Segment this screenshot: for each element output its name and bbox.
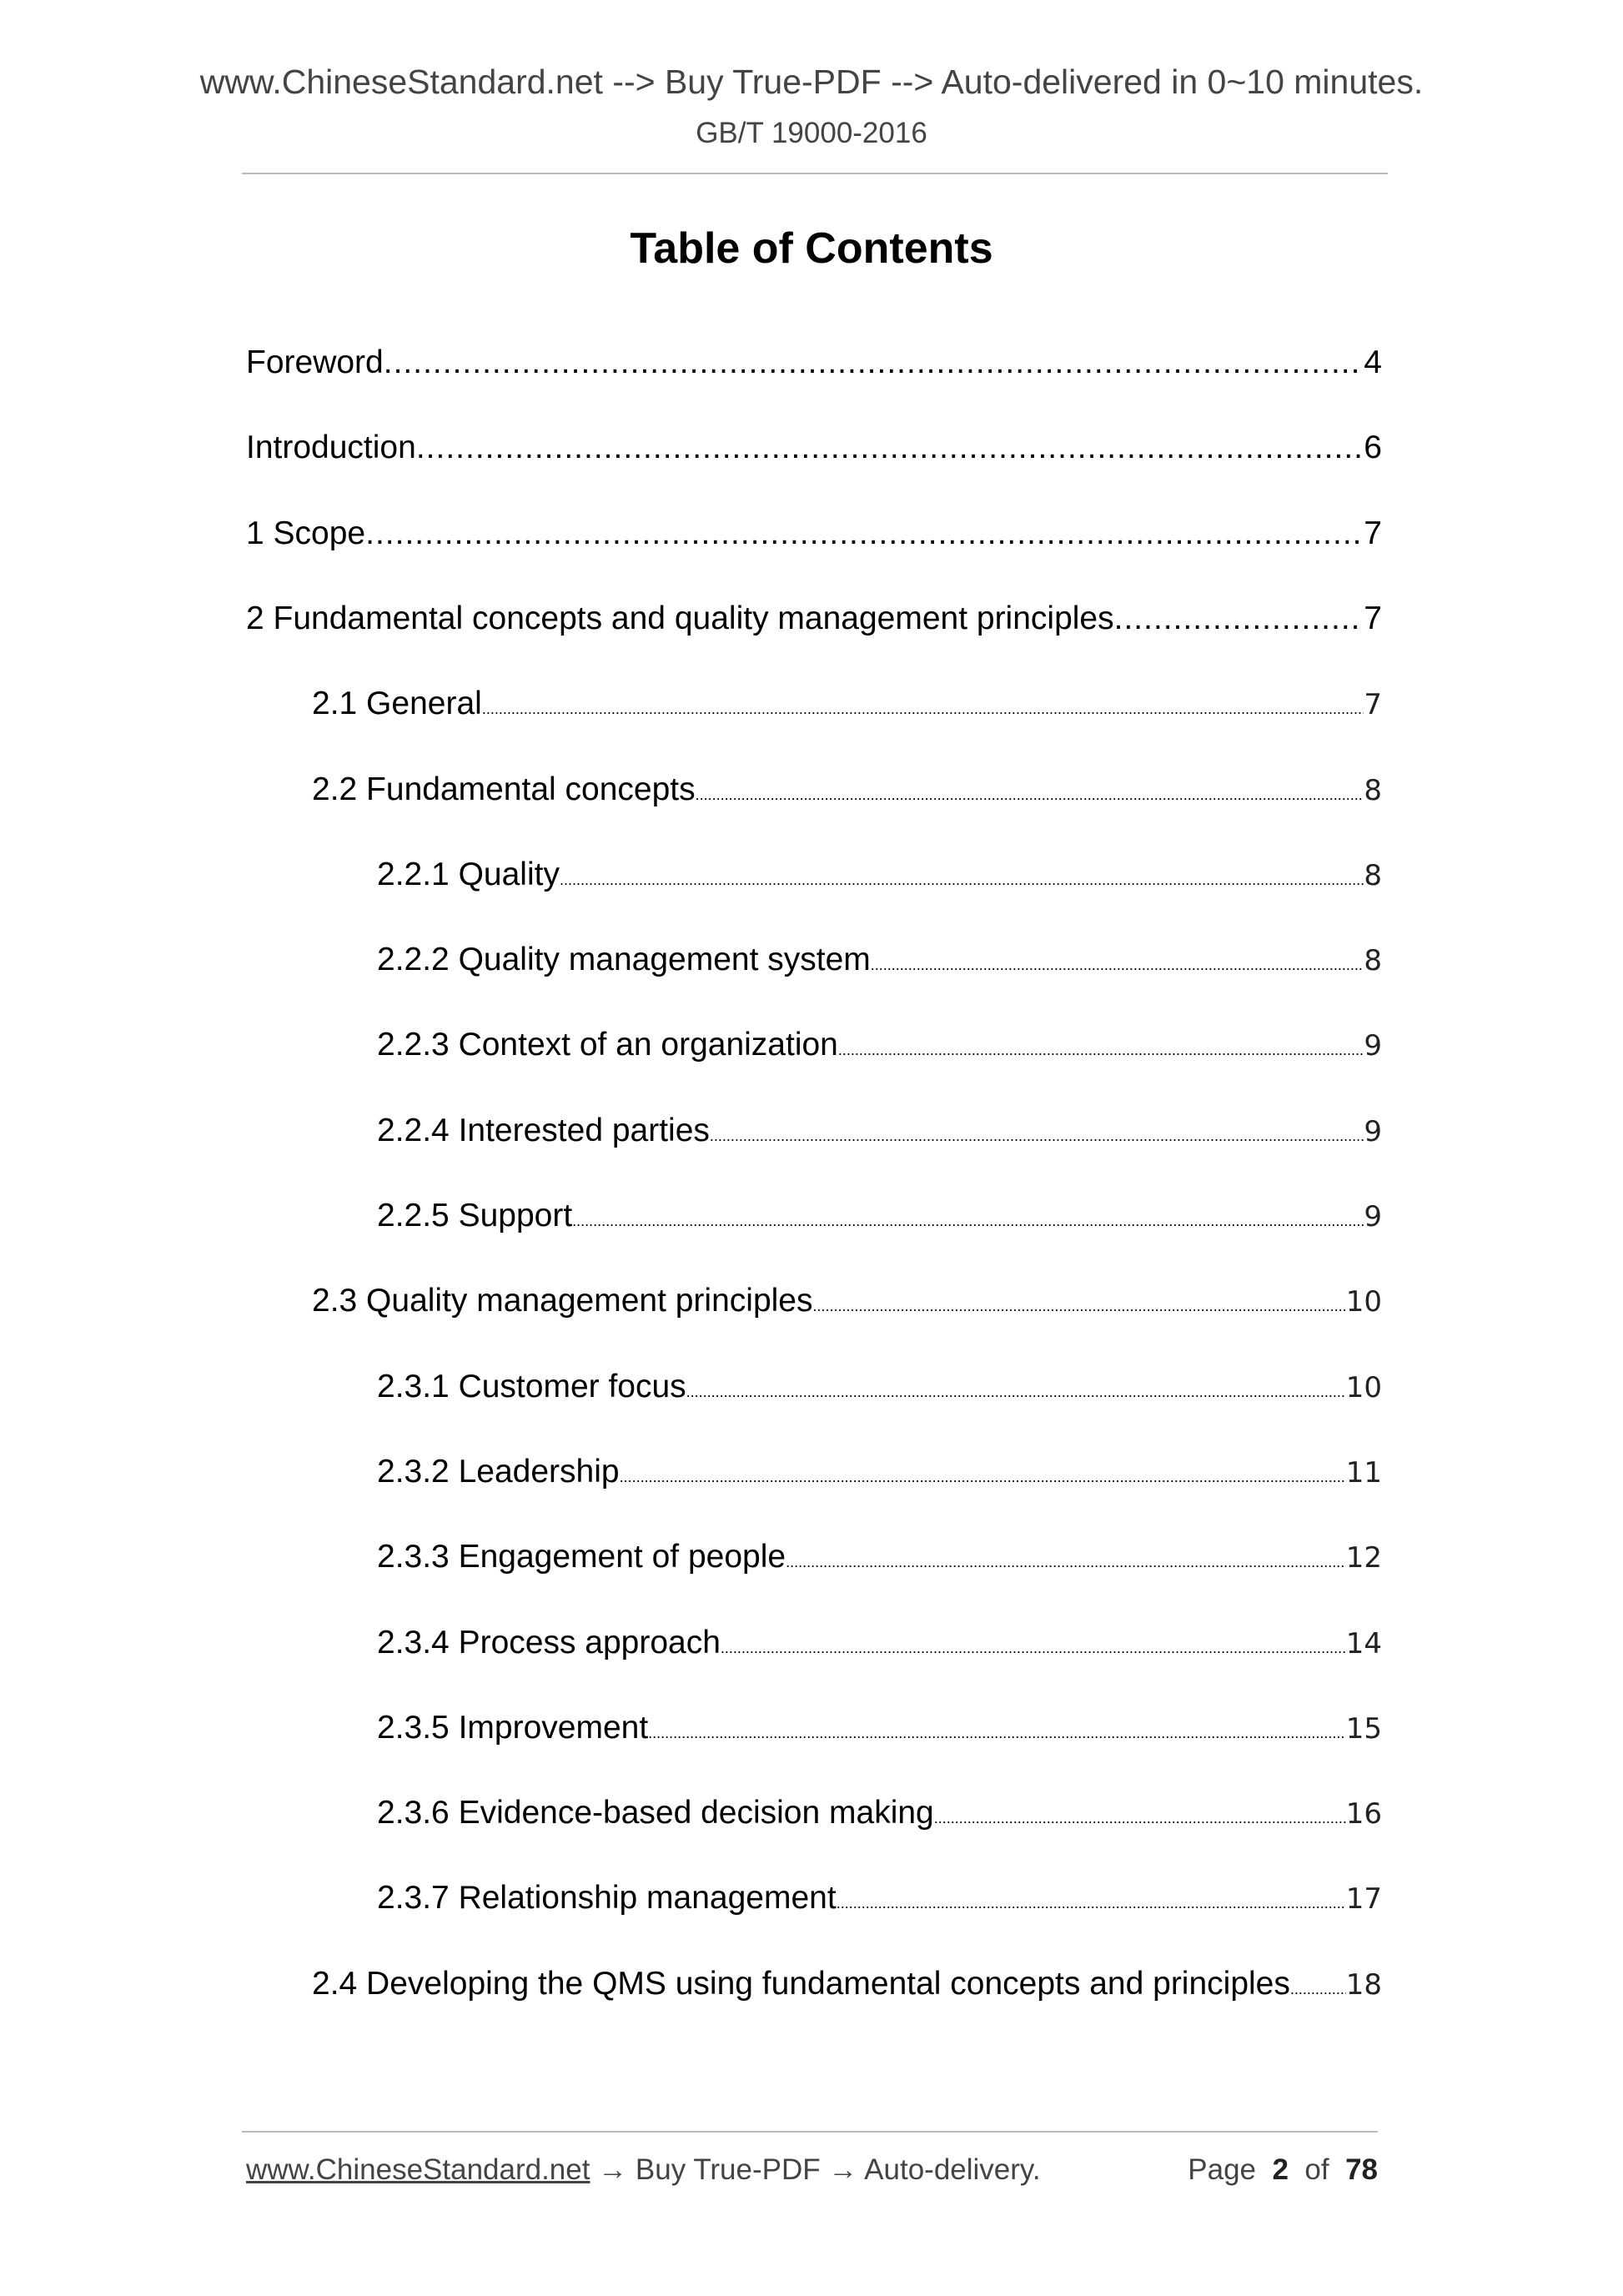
toc-dot-leader — [620, 1469, 1346, 1487]
toc-entry-page-number: 7 — [1364, 688, 1382, 721]
toc-dot-leader — [384, 344, 1364, 383]
page-title: Table of Contents — [630, 224, 993, 273]
toc-entry-page-number: 9 — [1364, 1115, 1382, 1148]
toc-entry[interactable] — [312, 771, 1382, 810]
toc-entry-label: 2.3.5 Improvement — [377, 1710, 649, 1746]
of-label: of — [1304, 2153, 1329, 2186]
toc-dot-leader — [482, 701, 1364, 719]
toc-entry[interactable] — [246, 515, 1382, 554]
page-label: Page — [1188, 2153, 1257, 2186]
toc-dot-leader — [1114, 600, 1364, 639]
toc-dot-leader — [710, 1128, 1364, 1146]
footer-text: → Buy True-PDF → Auto-delivery. — [590, 2153, 1041, 2186]
toc-dot-leader — [1290, 1981, 1346, 1999]
toc-dot-leader — [696, 786, 1364, 805]
toc-entry[interactable] — [377, 1624, 1382, 1663]
toc-entry-label: 2.4 Developing the QMS using fundamental concepts and principles — [312, 1966, 1290, 2002]
toc-entry-page-number: 14 — [1345, 1627, 1382, 1660]
toc-entry-label: Introduction — [246, 430, 416, 465]
toc-entry-label: 2 Fundamental concepts and quality management principles — [246, 600, 1114, 636]
toc-entry-label: 2.3.7 Relationship management — [377, 1880, 837, 1916]
current-page-number: 2 — [1272, 2153, 1289, 2186]
toc-entry[interactable] — [377, 941, 1382, 980]
toc-dot-leader — [686, 1384, 1346, 1402]
toc-entry-page-number: 12 — [1345, 1541, 1382, 1575]
toc-entry-page-number: 7 — [1364, 600, 1382, 636]
total-pages-number: 78 — [1345, 2153, 1378, 2186]
toc-entry-page-number: 4 — [1364, 344, 1382, 380]
toc-entry[interactable] — [312, 1965, 1382, 2004]
toc-dot-leader — [365, 515, 1364, 554]
toc-entry-page-number: 11 — [1345, 1456, 1382, 1490]
toc-entry-page-number: 16 — [1345, 1797, 1382, 1831]
toc-entry[interactable] — [377, 1453, 1382, 1492]
toc-dot-leader — [934, 1810, 1346, 1828]
toc-entry-label: 2.3 Quality management principles — [312, 1283, 813, 1319]
toc-dot-leader — [838, 1042, 1364, 1060]
toc-entry-label: 2.3.1 Customer focus — [377, 1369, 686, 1404]
toc-entry-page-number: 8 — [1364, 774, 1382, 807]
toc-entry-page-number: 6 — [1364, 430, 1382, 465]
toc-entry[interactable] — [312, 1282, 1382, 1321]
toc-dot-leader — [560, 872, 1364, 890]
document-code: GB/T 19000-2016 — [696, 117, 927, 149]
toc-entry-page-number: 10 — [1345, 1371, 1382, 1404]
toc-entry[interactable] — [377, 1197, 1382, 1236]
toc-entry-label: 2.2.4 Interested parties — [377, 1113, 710, 1148]
toc-entry-label: 2.2.3 Context of an organization — [377, 1027, 838, 1063]
toc-entry[interactable] — [377, 1538, 1382, 1577]
toc-entry-label: 2.1 General — [312, 686, 482, 721]
toc-entry[interactable] — [377, 1879, 1382, 1918]
toc-entry-label: Foreword — [246, 344, 384, 380]
toc-entry-label: 2.2.1 Quality — [377, 857, 560, 892]
toc-entry-label: 2.2 Fundamental concepts — [312, 771, 696, 807]
toc-dot-leader — [786, 1554, 1346, 1572]
toc-entry-page-number: 10 — [1345, 1285, 1382, 1319]
toc-entry-label: 2.3.6 Evidence-based decision making — [377, 1795, 934, 1831]
toc-entry-page-number: 15 — [1345, 1712, 1382, 1746]
toc-dot-leader — [837, 1895, 1346, 1913]
toc-entry-page-number: 9 — [1364, 1029, 1382, 1063]
toc-entry[interactable] — [312, 685, 1382, 724]
toc-entry-label: 2.3.4 Process approach — [377, 1625, 721, 1660]
toc-dot-leader — [871, 957, 1364, 975]
toc-entry[interactable] — [377, 1112, 1382, 1151]
footer-left — [246, 2155, 1041, 2184]
toc-entry[interactable] — [377, 1794, 1382, 1833]
toc-entry[interactable] — [246, 600, 1382, 639]
toc-entry-label: 2.3.3 Engagement of people — [377, 1539, 786, 1575]
toc-entry-label: 2.3.2 Leadership — [377, 1454, 620, 1490]
toc-entry[interactable] — [246, 429, 1382, 468]
toc-dot-leader — [572, 1213, 1364, 1231]
footer-divider — [242, 2131, 1378, 2133]
toc-entry[interactable] — [377, 1368, 1382, 1407]
toc-entry-page-number: 7 — [1364, 515, 1382, 551]
toc-entry-page-number: 17 — [1345, 1882, 1382, 1916]
toc-dot-leader — [648, 1725, 1346, 1743]
toc-entry-label: 2.2.5 Support — [377, 1198, 573, 1233]
toc-entry-label: 2.2.2 Quality management system — [377, 942, 871, 977]
toc-entry-page-number: 9 — [1364, 1200, 1382, 1233]
toc-entry-page-number: 8 — [1364, 944, 1382, 977]
toc-entry[interactable] — [246, 344, 1382, 383]
header-banner: www.ChineseStandard.net --> Buy True-PDF --> Auto-delivered in 0~10 minutes. — [199, 63, 1424, 101]
toc-entry[interactable] — [377, 1709, 1382, 1748]
toc-dot-leader — [812, 1298, 1345, 1316]
toc-entry-page-number: 8 — [1364, 859, 1382, 892]
toc-entry-label: 1 Scope — [246, 515, 366, 551]
toc-dot-leader — [721, 1640, 1346, 1658]
page-indicator — [1188, 2155, 1378, 2184]
toc-dot-leader — [416, 429, 1364, 468]
footer-site-link[interactable]: www.ChineseStandard.net — [246, 2153, 590, 2186]
toc-entry[interactable] — [377, 856, 1382, 895]
toc-entry[interactable] — [377, 1026, 1382, 1065]
toc-entry-page-number: 18 — [1345, 1968, 1382, 2002]
